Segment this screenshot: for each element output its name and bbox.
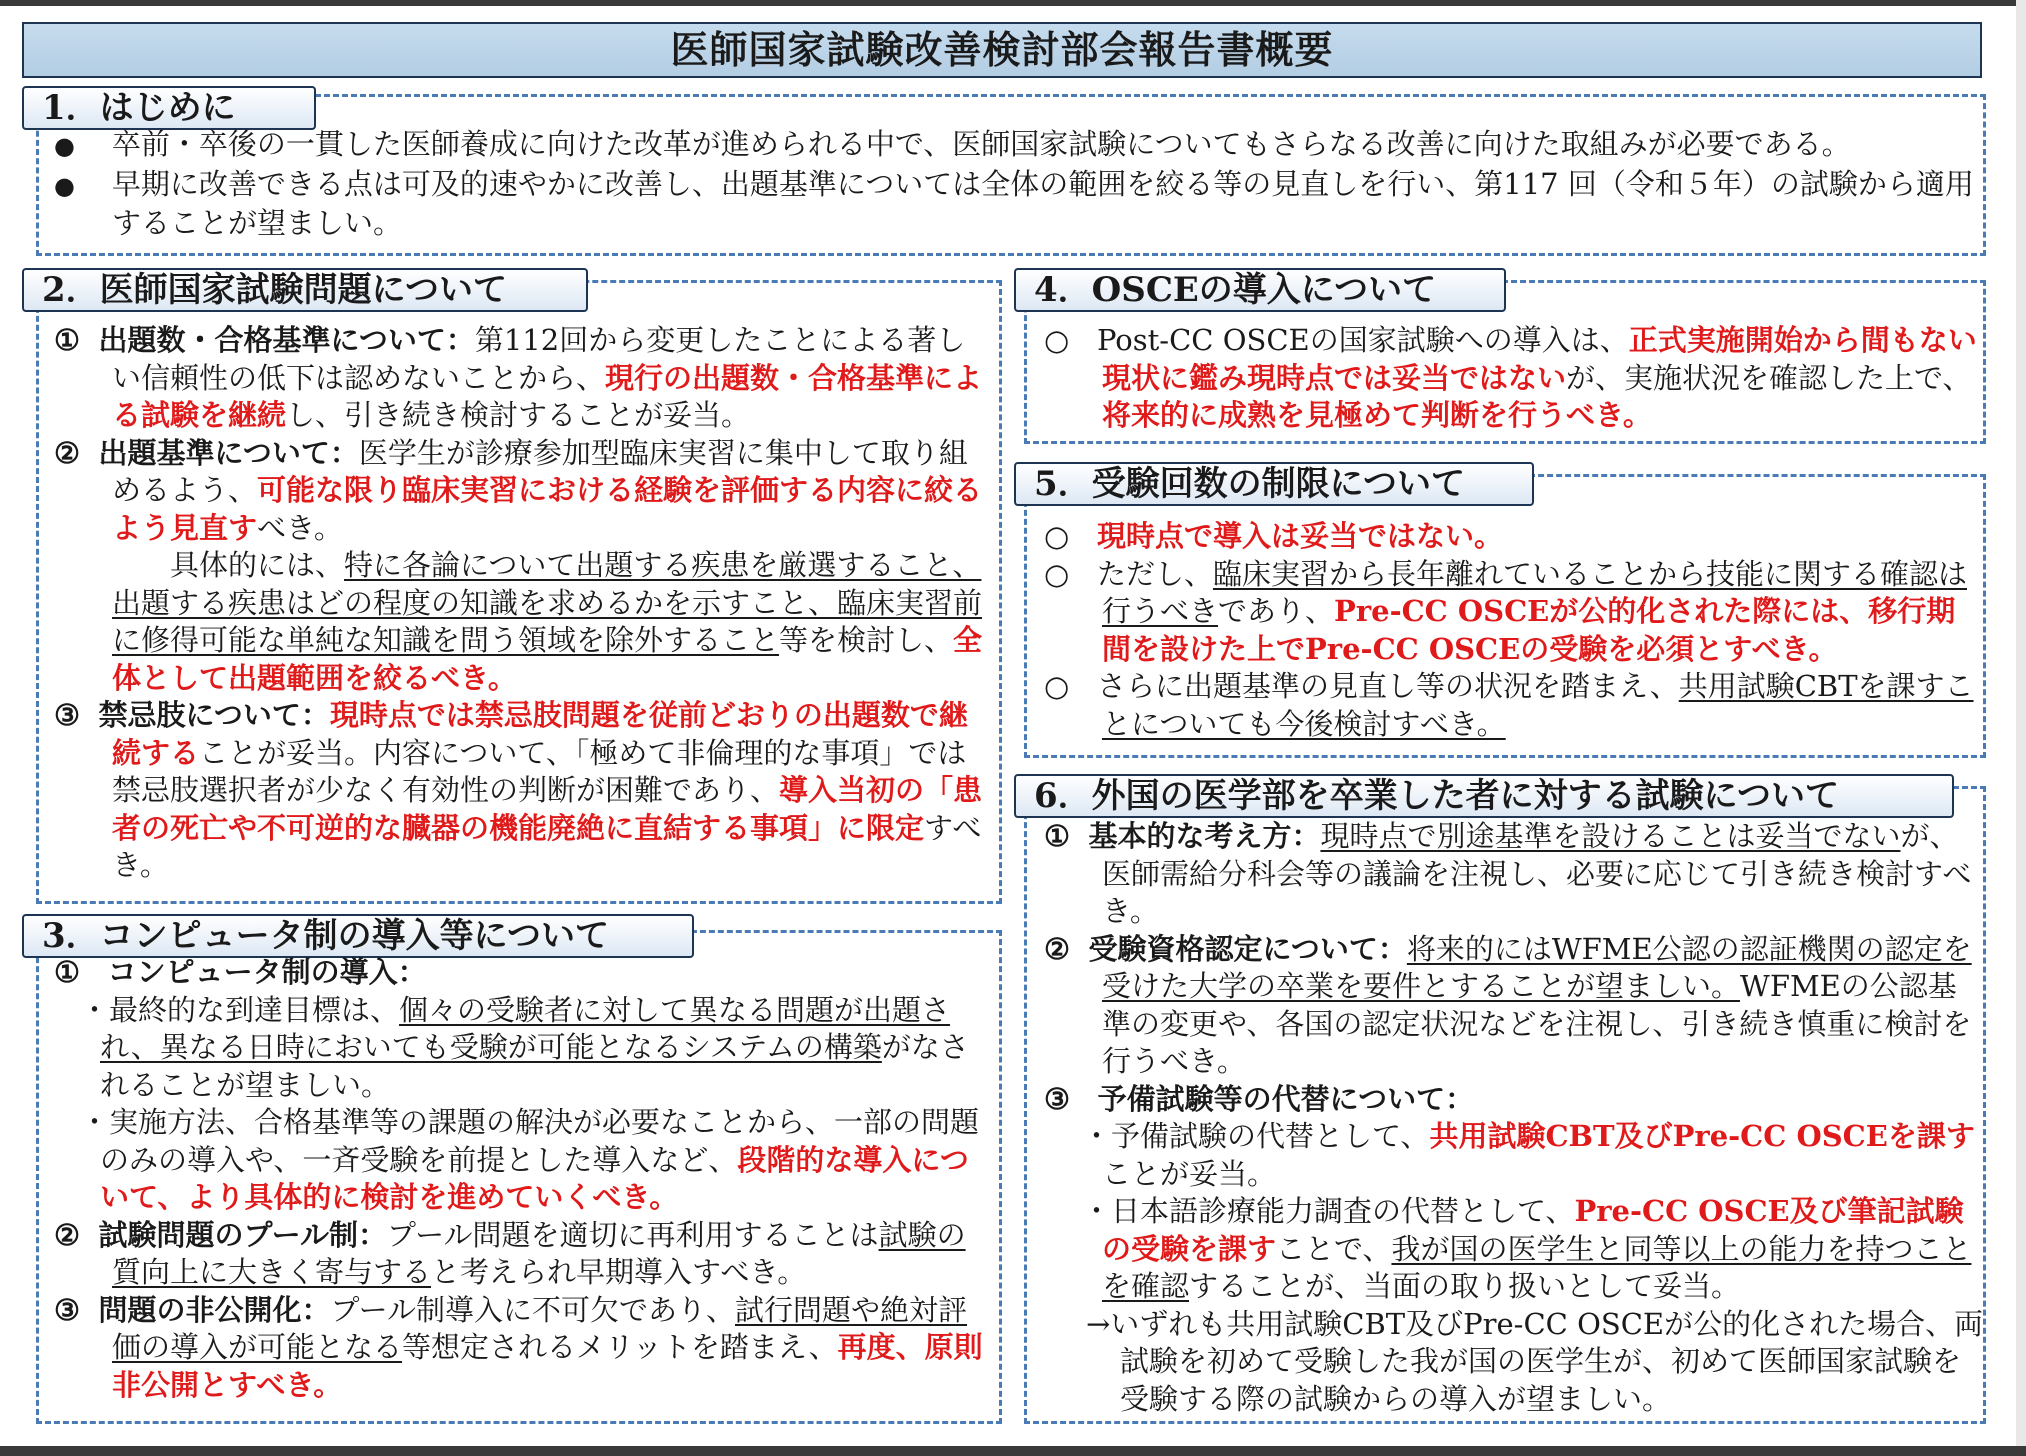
section-3-body	[54, 954, 986, 1404]
section-2-heading: 2．医師国家試験問題について	[22, 268, 588, 312]
bullet-icon: ●	[54, 132, 75, 160]
top-border	[0, 0, 2026, 6]
intro-bullet-2: ● 早期に改善できる点は可及的速やかに改善し、出題基準については全体の範囲を絞る等の見直しを行い、第117 回（令和５年）の試験から適用することが望ましい。	[54, 166, 1974, 240]
section-1-body	[54, 126, 1984, 243]
s3-item-1: ① コンピュータ制の導入：	[54, 955, 427, 989]
section-6-body	[1044, 818, 1984, 1418]
s2-item-2-detail: 具体的には、特に各論について出題する疾患を厳選すること、出題する疾患はどの程度の知識を求めるかを示すこと、臨床実習前に修得可能な単純な知識を問う領域を除外すること等を検討し、全体として出題範囲を絞るべき。	[112, 548, 983, 695]
section-1-heading: 1．はじめに	[22, 86, 316, 130]
section-4-body	[1044, 322, 1984, 435]
section-2-body	[54, 322, 986, 885]
s5-item-1: ○ 現時点で導入は妥当ではない。	[1044, 519, 1503, 553]
section-4-heading: 4．OSCEの導入について	[1014, 268, 1506, 312]
section-5-body	[1044, 518, 1984, 743]
bullet-icon: ●	[54, 171, 75, 200]
s5-item-3: ○ さらに出題基準の見直し等の状況を踏まえ、共用試験CBTを課すことについても今後検討すべき。	[1044, 669, 1974, 741]
s2-item-3: ③ 禁忌肢について：現時点では禁忌肢問題を従前どおりの出題数で継続することが妥当。内容について、「極めて非倫理的な事項」では禁忌肢選択者が少なく有効性の判断が困難であり、導入当初の「患者の死亡や不可逆的な臓器の機能廃絶に直結する事項」に限定すべき。	[54, 698, 983, 882]
s3-item-2: ② 試験問題のプール制：プール問題を適切に再利用することは試験の質向上に大きく寄与すると考えられ早期導入すべき。	[54, 1217, 966, 1289]
s6-item-3-bullet-2: ・日本語診療能力調査の代替として、Pre-CC OSCE及び筆記試験の受験を課すことで、我が国の医学生と同等以上の能力を持つことを確認することが、当面の取り扱いとして妥当。	[1082, 1194, 1972, 1303]
section-3-heading: 3．コンピュータ制の導入等について	[22, 914, 694, 958]
s2-item-1: ① 出題数・合格基準について：第112回から変更したことによる著しい信頼性の低下は認めないことから、現行の出題数・合格基準による試験を継続し、引き続き検討することが妥当。	[54, 323, 983, 432]
s4-item: ○ Post-CC OSCEの国家試験への導入は、正式実施開始から間もない現状に鑑み現時点では妥当ではないが、実施状況を確認した上で、将来的に成熟を見極めて判断を行うべき。	[1044, 323, 1977, 432]
intro-bullet-1: ● 卒前・卒後の一貫した医師養成に向けた改革が進められる中で、医師国家試験についてもさらなる改善に向けた取組みが必要である。	[54, 127, 1851, 161]
section-5-heading: 5．受験回数の制限について	[1014, 462, 1534, 506]
section-6-heading: 6．外国の医学部を卒業した者に対する試験について	[1014, 774, 1954, 818]
bottom-border	[0, 1446, 2026, 1456]
s6-item-1: ① 基本的な考え方：現時点で別途基準を設けることは妥当でないが、医師需給分科会等の議論を注視し、必要に応じて引き続き検討すべき。	[1044, 819, 1972, 928]
s3-item-1-bullet-2: ・実施方法、合格基準等の課題の解決が必要なことから、一部の問題のみの導入や、一斉受験を前提とした導入など、段階的な導入について、より具体的に検討を進めていくべき。	[80, 1105, 980, 1214]
s3-item-1-bullet-1: ・最終的な到達目標は、個々の受験者に対して異なる問題が出題され、異なる日時においても受験が可能となるシステムの構築がなされることが望ましい。	[80, 992, 969, 1102]
s3-item-3: ③ 問題の非公開化：プール制導入に不可欠であり、試行問題や絶対評価の導入が可能となる等想定されるメリットを踏まえ、再度、原則非公開とすべき。	[54, 1292, 983, 1402]
s6-item-2: ② 受験資格認定について：将来的にはWFME公認の認証機関の認定を受けた大学の卒業を要件とすることが望ましい。WFMEの公認基準の変更や、各国の認定状況などを注視し、引き続き慎重に検討を行うべき。	[1044, 931, 1972, 1078]
page-title: 医師国家試験改善検討部会報告書概要	[22, 22, 1982, 78]
s6-item-3-note: →いずれも共用試験CBT及びPre-CC OSCEが公的化された場合、両試験を初めて受験した我が国の医学生が、初めて医師国家試験を受験する際の試験からの導入が望ましい。	[1086, 1306, 1984, 1416]
s6-item-3: ③ 予備試験等の代替について：	[1044, 1081, 1475, 1116]
s2-item-2: ② 出題基準について：医学生が診療参加型臨床実習に集中して取り組めるよう、可能な限り臨床実習における経験を評価する内容に絞るよう見直すべき。	[54, 435, 983, 545]
s5-item-2: ○ ただし、臨床実習から長年離れていることから技能に関する確認は行うべきであり、Pre-CC OSCEが公的化された際には、移行期間を設けた上でPre-CC OSCEの受験を必須とすべき。	[1044, 556, 1967, 666]
right-edge	[2016, 0, 2026, 1456]
s6-item-3-bullet-1: ・予備試験の代替として、共用試験CBT及びPre-CC OSCEを課すことが妥当。	[1082, 1119, 1975, 1191]
